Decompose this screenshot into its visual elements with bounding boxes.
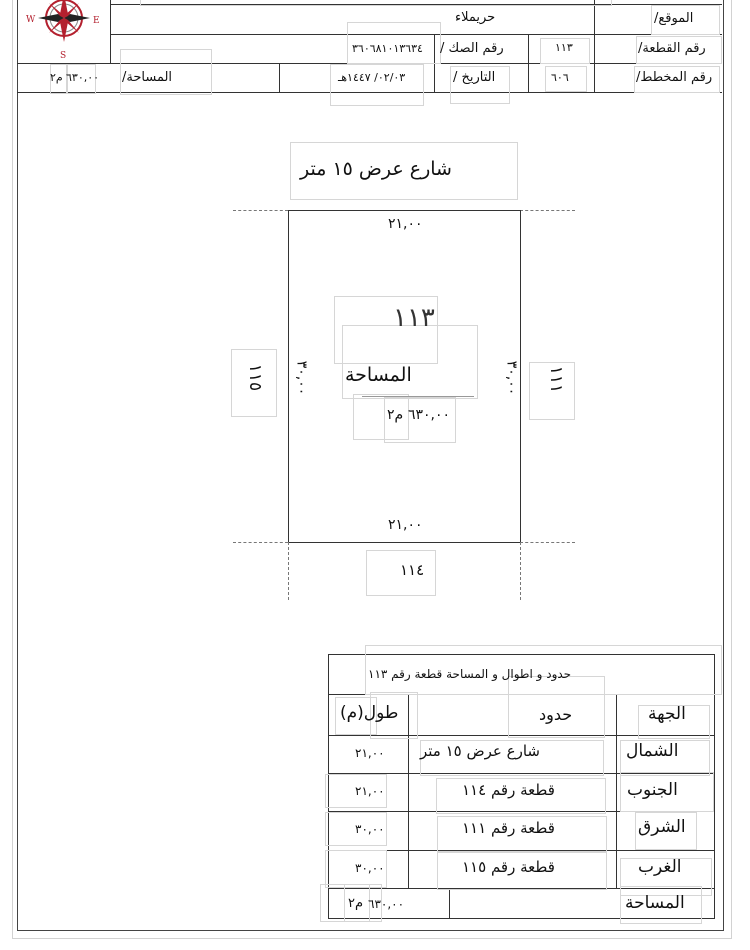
street-label: شارع عرض ١٥ متر <box>300 158 452 180</box>
area-row-label: المساحة <box>625 893 685 913</box>
header-col-right <box>594 0 595 93</box>
row-side: الشمال <box>626 741 679 761</box>
row-length: ٣٠,٠٠ <box>355 822 385 836</box>
header-length: طول(م) <box>340 703 399 723</box>
header-col-date <box>279 63 280 92</box>
row-length: ٣٠,٠٠ <box>355 861 385 875</box>
svg-text:W: W <box>26 15 36 25</box>
deed-number-label: رقم الصك / <box>440 41 504 56</box>
sketch-area-value: ٦٣٠,٠٠ <box>408 407 451 423</box>
row-length: ٢١,٠٠ <box>355 784 385 798</box>
header-side: الجهة <box>648 704 686 724</box>
header-col-plot <box>528 34 529 92</box>
row-side: الشرق <box>638 817 686 837</box>
date-label: التاريخ / <box>453 70 496 85</box>
plot-number-label: رقم القطعة/ <box>638 41 706 56</box>
row-boundary: شارع عرض ١٥ متر <box>420 742 540 760</box>
date-value: ٠٢/٠٣/ ١٤٤٧هـ <box>338 71 406 84</box>
area-value: ٦٣٠,٠٠ <box>66 71 100 84</box>
area-unit: م٢ <box>50 71 63 84</box>
row-boundary: قطعة رقم ١١١ <box>462 819 555 837</box>
plan-number-label: رقم المخطط/ <box>636 70 713 85</box>
east-length: ٣٠,٠٠ <box>503 360 520 396</box>
svg-text:E: E <box>93 16 100 26</box>
plot-north-edge <box>288 210 520 211</box>
compass-rose-icon <box>22 0 102 72</box>
neighbor-south: ١١٤ <box>400 561 425 579</box>
deed-number-value: ٣٦٠٦٨١٠١٣٦٣٤ <box>352 42 423 55</box>
plot-south-edge <box>288 542 520 543</box>
header-boundary: حدود <box>539 705 573 724</box>
plot-west-edge <box>288 210 289 542</box>
row-boundary: قطعة رقم ١١٥ <box>462 858 555 876</box>
plot-east-edge <box>520 210 521 542</box>
location-value: حريملاء <box>455 10 496 25</box>
north-length: ٢١,٠٠ <box>388 216 423 232</box>
plot-number-label: ١١٣ <box>393 303 435 333</box>
row-side: الغرب <box>638 857 682 877</box>
area-row-value: ٦٣٠,٠٠ <box>368 897 405 911</box>
compass-divider <box>110 0 111 64</box>
west-length: ٣٠,٠٠ <box>293 360 310 396</box>
row-length: ٢١,٠٠ <box>355 746 385 760</box>
table-title: حدود و اطوال و المساحة قطعة رقم ١١٣ <box>368 667 572 681</box>
plot-number-value: ١١٣ <box>555 41 573 54</box>
location-label: الموقع/ <box>654 11 694 26</box>
neighbor-east: ١١١ <box>546 365 567 394</box>
area-label: المساحة/ <box>122 70 173 85</box>
row-boundary: قطعة رقم ١١٤ <box>462 781 555 799</box>
sketch-area-unit: م٢ <box>387 407 404 423</box>
south-length: ٢١,٠٠ <box>388 517 423 533</box>
area-row-unit: م٢ <box>348 896 364 911</box>
plan-number-value: ٦٠٦ <box>551 71 569 84</box>
neighbor-west: ١١٥ <box>245 363 266 392</box>
row-side: الجنوب <box>627 780 678 800</box>
sketch-area-title: المساحة <box>345 364 412 386</box>
svg-text:S: S <box>60 51 67 61</box>
